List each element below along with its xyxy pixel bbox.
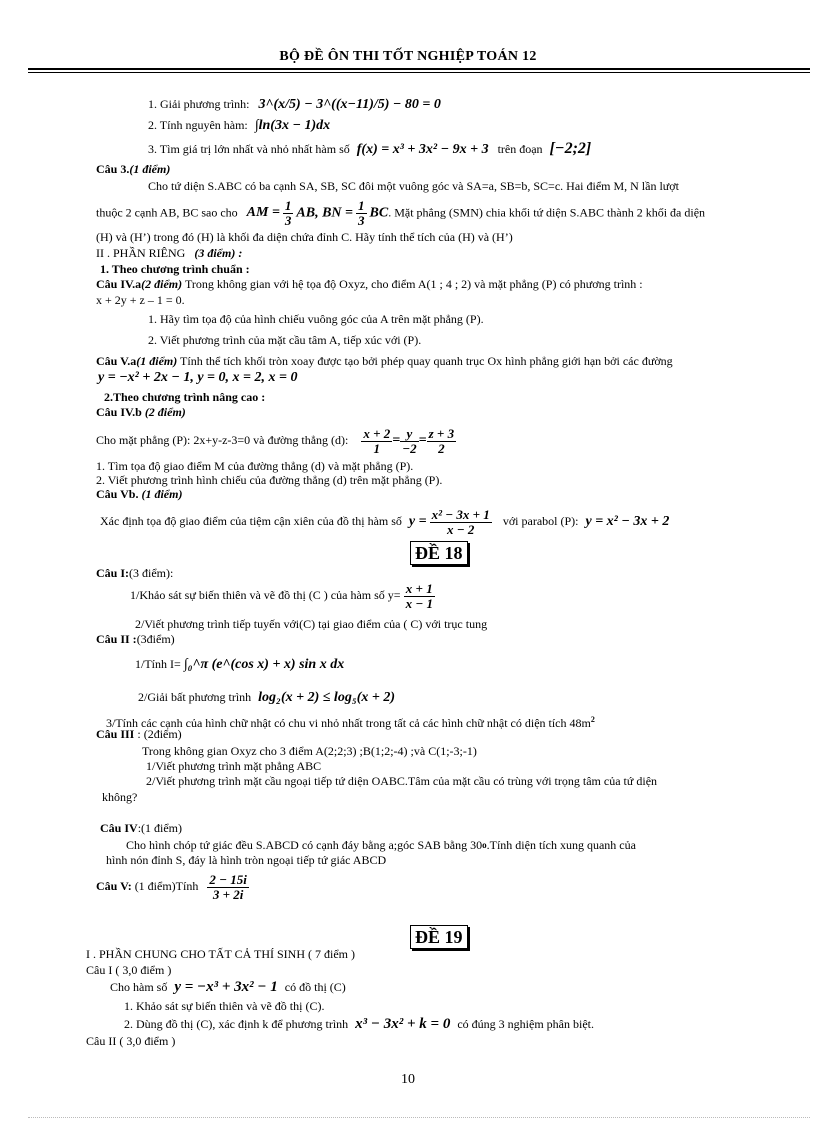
- de18-cau-1-item-1: [130, 580, 435, 611]
- line-d-fraction-z: $\frac{z + 3}{2}$: [428, 425, 455, 456]
- de19-cau-1-intro: [110, 980, 346, 994]
- de19-cau-2-heading: Câu II ( 3,0 điểm ): [86, 1034, 176, 1048]
- footer-dotted-line: [28, 1117, 810, 1118]
- cau-4a-item-2: 2. Viết phương trình của mặt cầu tâm A, tiếp xúc với (P).: [148, 333, 422, 347]
- exercise-3-function: f(x) = x³ + 3x² − 9x + 3: [356, 142, 489, 157]
- de18-cau-4-p1-text: Cho hình chóp tứ giác đều S.ABCD có cạnh đáy bằng a;góc SAB bằng 30: [126, 838, 483, 852]
- de19-cau-1-item-1: 1. Khảo sát sự biến thiên và vẽ đồ thị (C).: [124, 999, 325, 1013]
- de18-cau-4-score: :(1 điểm): [137, 821, 183, 835]
- de18-cau-4-paragraph-2: hình nón đỉnh S, đáy là hình tròn ngoại tiếp tứ giác ABCD: [106, 853, 387, 867]
- cau-5b-fraction: $\frac{\text{x² − 3x + 1}}{x - 2}$: [431, 506, 490, 537]
- exercise-2-label: 2. Tính nguyên hàm:: [148, 118, 248, 132]
- cau-3-am: AM =: [246, 205, 280, 221]
- de18-cau-3-title: Câu III: [96, 727, 135, 741]
- exercise-2: [148, 118, 330, 133]
- de19-cau-1-equation: x³ − 3x² + k = 0: [355, 1016, 451, 1032]
- de19-cau-1-intro-end: có đồ thị (C): [284, 980, 346, 994]
- de18-cau-5-title: Câu V:: [96, 879, 132, 893]
- de18-cau-3-text: Trong không gian Oxyz cho 3 điểm A(2;2;3) ;B(1;2;-4) ;và C(1;-3;-1): [142, 744, 477, 758]
- de19-cau-1-heading: Câu I ( 3,0 điểm ): [86, 963, 172, 977]
- de18-cau-4-title: Câu IV: [100, 821, 138, 835]
- cau-5b-y: y =: [408, 514, 427, 529]
- cau-5a-title: Câu V.a: [96, 354, 137, 368]
- de19-phan-chung: I . PHẦN CHUNG CHO TẤT CẢ THÍ SINH ( 7 điểm ): [86, 947, 355, 961]
- de18-cau-2-item-1-text: 1/Tính I=: [135, 657, 181, 671]
- cau-5b-line: [100, 506, 669, 537]
- de18-cau-2-heading: [96, 632, 175, 646]
- de18-cau-1-title: Câu I:: [96, 566, 130, 580]
- cau-5b-title: Câu Vb.: [96, 487, 139, 501]
- de19-cau-1-function: y = −x³ + 3x² − 1: [174, 979, 278, 995]
- exercise-3-tail: trên đoạn: [497, 142, 543, 156]
- de18-cau-2-inequality: log₂(x + 2) ≤ log₅(x + 2): [258, 690, 395, 705]
- de18-cau-3-heading: [96, 727, 182, 741]
- phan-rieng-heading: [96, 246, 242, 260]
- cau-4a-plane-equation: x + 2y + z – 1 = 0.: [96, 293, 185, 307]
- cau-4a-text: Trong không gian với hệ tọa độ Oxyz, cho điểm A(1 ; 4 ; 2) và mặt phẳng (P) có phương trình :: [184, 277, 643, 291]
- de18-cau-2-item-3-sup: 2: [590, 715, 595, 724]
- cau-3-p2-end: . Mặt phẳng (SMN) chia khối tứ diện S.ABC thành 2 khối đa diện: [388, 205, 706, 220]
- cau-5a-text: Tính thể tích khối tròn xoay được tạo bởi phép quay quanh trục Ox hình phẳng giới hạn bởi các đường: [180, 354, 673, 368]
- cau-3-bc: BC: [369, 205, 389, 221]
- cau-3-paragraph-1: Cho tứ diện S.ABC có ba cạnh SA, SB, SC đôi một vuông góc và SA=a, SB=b, SC=c. Hai điểm M, N lần lượt: [148, 179, 679, 193]
- line-d-fraction-y: $\frac{y}{-2}$: [402, 425, 417, 456]
- cau-5a-line: [96, 354, 673, 368]
- de19-cau-1-item-2-end: có đúng 3 nghiệm phân biệt.: [457, 1017, 594, 1031]
- chuong-trinh-nang-cao-heading: 2.Theo chương trình nâng cao :: [104, 390, 266, 404]
- cau-3-score: (1 điểm): [129, 162, 171, 176]
- cau-3-fraction-2: $\frac{1}{3}$: [358, 198, 365, 228]
- cau-3-fraction-1: $\frac{1}{3}$: [284, 198, 292, 228]
- de19-cau-1-intro-text: Cho hàm số: [110, 980, 168, 994]
- cau-3-paragraph-2: [96, 199, 705, 228]
- de18-cau-2-item-2-text: 2/Giải bất phương trình: [138, 690, 252, 704]
- cau-4b-text: Cho mặt phẳng (P): 2x+y-z-3=0 và đường thẳng (d):: [96, 433, 349, 447]
- de18-cau-2-title: Câu II :: [96, 632, 137, 646]
- cau-5b-text: Xác định tọa độ giao điểm của tiệm cận xiên của đồ thị hàm số: [100, 514, 402, 528]
- exercise-3-interval: [−2;2]: [549, 140, 592, 157]
- degree-sign: o: [482, 840, 487, 850]
- cau-4b-score: (2 điểm): [144, 405, 186, 419]
- cau-4b-title: Câu IV.b: [96, 405, 142, 419]
- de19-cau-1-item-2: [124, 1017, 594, 1031]
- cau-5b-score: (1 điểm): [141, 487, 183, 501]
- exercise-3-label: 3. Tìm giá trị lớn nhất và nhỏ nhất hàm số: [148, 142, 350, 156]
- de18-cau-5-text: (1 điểm)Tính: [134, 879, 199, 893]
- cau-3-heading: [96, 162, 170, 176]
- phan-rieng-score: (3 điểm) :: [194, 246, 243, 260]
- cau-4a-line: [96, 277, 643, 291]
- de18-cau-2-item-2: [138, 690, 395, 705]
- de18-cau-2-item-1: [135, 657, 344, 672]
- cau-4b-item-2: 2. Viết phương trình hình chiếu của đường thẳng (d) trên mặt phẳng (P).: [96, 473, 443, 487]
- de19-cau-1-item-2-text: 2. Dùng đồ thị (C), xác định k để phương trình: [124, 1017, 349, 1031]
- cau-3-ab: AB, BN =: [296, 205, 354, 221]
- de18-cau-1-fraction: $\frac{x + 1}{x - 1}$: [405, 580, 433, 611]
- de18-cau-1-heading: [96, 566, 173, 580]
- de-19-title: ĐỀ 19: [410, 925, 468, 949]
- exercise-1-label: 1. Giải phương trình:: [148, 97, 250, 111]
- cau-4b-item-1: 1. Tìm tọa độ giao điểm M của đường thẳng (d) và mặt phẳng (P).: [96, 459, 414, 473]
- de-18-title: ĐỀ 18: [410, 541, 468, 565]
- cau-4a-score: (2 điểm): [141, 277, 183, 291]
- cau-5b-heading: [96, 487, 182, 501]
- cau-5b-parabola: y = x² − 3x + 2: [585, 514, 670, 529]
- de18-cau-3-item-2: 2/Viết phương trình mặt cầu ngoại tiếp tứ diện OABC.Tâm của mặt cầu có trùng với trọng tâm của tứ diện: [146, 774, 658, 788]
- de18-cau-3-score: : (2điểm): [137, 727, 182, 741]
- de18-cau-2-item-3-text: 3/Tính các cạnh của hình chữ nhật có chu vi nhỏ nhất trong tất cả các hình chữ nhật có diện tích 48m: [106, 716, 591, 730]
- cau-5a-score: (1 điểm): [136, 354, 178, 368]
- phan-rieng-title: II . PHẦN RIÊNG: [96, 246, 186, 260]
- de18-cau-4-p1-end: .Tính diện tích xung quanh của: [486, 838, 636, 852]
- de18-cau-1-item-1-text: 1/Khảo sát sự biến thiên và vẽ đồ thị (C ) của hàm số y=: [130, 588, 401, 602]
- de18-cau-4-paragraph-1: [126, 838, 636, 852]
- cau-5a-curves: y = −x² + 2x − 1, y = 0, x = 2, x = 0: [98, 370, 298, 385]
- exercise-1: [148, 97, 441, 112]
- cau-4a-title: Câu IV.a: [96, 277, 142, 291]
- cau-4b-heading: [96, 405, 186, 419]
- header-rule-thick: [28, 68, 810, 70]
- header-rule-thin: [28, 72, 810, 73]
- cau-3-p2-start: thuộc 2 cạnh AB, BC sao cho: [96, 205, 238, 220]
- de18-cau-5-line: [96, 870, 249, 902]
- cau-3-title: Câu 3.: [96, 162, 130, 176]
- page-number: 10: [401, 1072, 415, 1087]
- de18-cau-4-heading: [100, 821, 182, 835]
- chuong-trinh-chuan-heading: 1. Theo chương trình chuẩn :: [100, 262, 250, 276]
- de18-cau-2-score: (3điểm): [136, 632, 175, 646]
- de18-cau-3-item-2-cont: không?: [102, 790, 138, 804]
- page-header-title: BỘ ĐỀ ÔN THI TỐT NGHIỆP TOÁN 12: [279, 49, 537, 64]
- exercise-1-equation: 3^(x/5) − 3^((x−11)/5) − 80 = 0: [258, 97, 441, 112]
- de18-cau-1-score: (3 điểm):: [129, 566, 174, 580]
- de18-cau-1-item-2: 2/Viết phương trình tiếp tuyến với(C) tại giao điểm của ( C) với trục tung: [135, 617, 488, 631]
- exercise-3: [148, 142, 591, 157]
- cau-4a-item-1: 1. Hãy tìm tọa độ của hình chiếu vuông góc của A trên mặt phẳng (P).: [148, 312, 484, 326]
- line-d-fraction-x: $\frac{x + 2}{1}$: [363, 425, 391, 456]
- cau-3-paragraph-3: (H) và (H’) trong đó (H) là khối đa diện chứa đỉnh C. Hãy tính thể tích của (H) và (H’): [96, 230, 513, 244]
- de18-cau-2-integral: ∫₀^π (e^(cos x) + x) sin x dx: [183, 657, 345, 672]
- de18-cau-3-item-1: 1/Viết phương trình mặt phẳng ABC: [146, 759, 322, 773]
- cau-5b-text-2: với parabol (P):: [502, 514, 579, 528]
- de18-cau-5-fraction: $\frac{2 - 15i}{3 + 2i}$: [209, 871, 247, 902]
- exercise-2-integral: ∫ln(3x − 1)dx: [254, 118, 331, 133]
- cau-4b-line: Cho mặt phẳng (P): 2x+y-z-3=0 và đường thẳng (d): $\frac{x + 2}{1}$ = $\frac{y}{-2}$ = $\frac{z + 3}{2}$: [96, 425, 455, 456]
